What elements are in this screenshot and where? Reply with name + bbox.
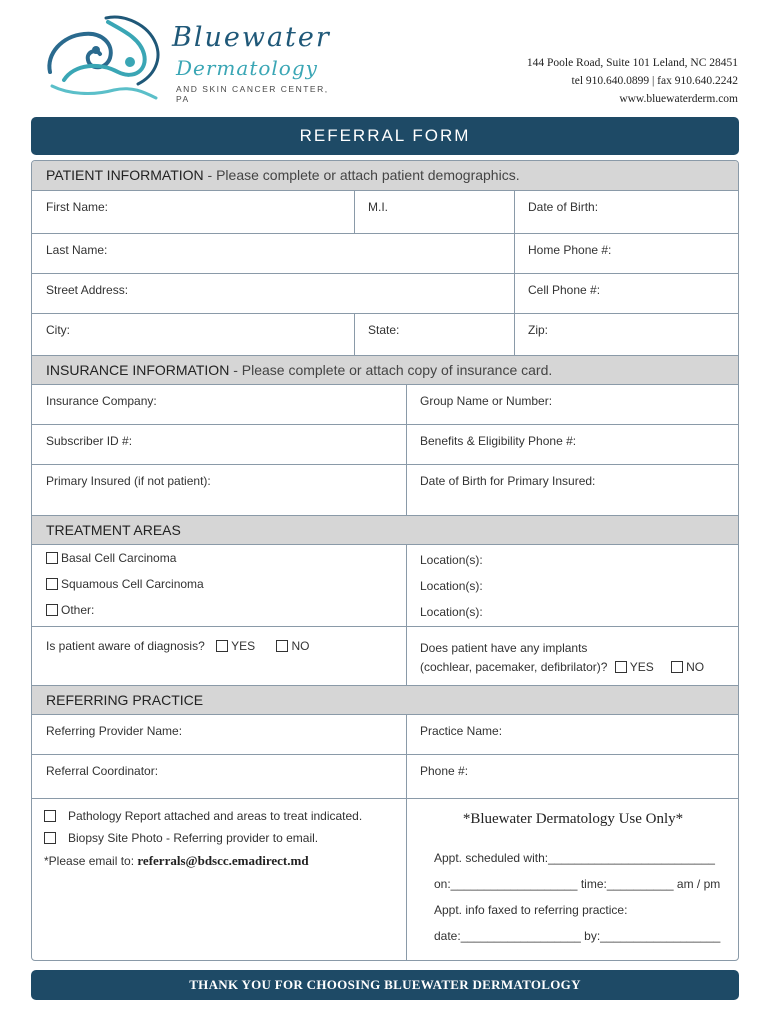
aware-no-checkbox[interactable] [276, 640, 288, 652]
basal-location-field[interactable]: Location(s): [420, 553, 483, 567]
attachments-row [32, 799, 738, 961]
footer-thank-you: THANK YOU FOR CHOOSING BLUEWATER DERMATOLOGY [31, 970, 739, 1000]
insurance-row-1 [32, 385, 738, 425]
other-label: Other: [61, 603, 95, 617]
implants-question [406, 627, 739, 685]
diagnosis-question: Is patient aware of diagnosis? [46, 639, 205, 653]
section-patient-info [32, 161, 738, 191]
appt-faxed-label: Appt. info faxed to referring practice: [434, 903, 628, 917]
logo-subtitle: Dermatology [176, 56, 318, 80]
section-title: TREATMENT AREAS [46, 522, 181, 538]
aware-yes-label: YES [231, 639, 256, 653]
patient-row-4 [32, 314, 738, 355]
zip-field[interactable]: Zip: [528, 323, 549, 337]
pathology-option[interactable] [44, 809, 362, 823]
other-checkbox[interactable] [46, 604, 58, 616]
faxed-date-by-field[interactable]: date:__________________ by:__________________ [434, 929, 721, 943]
biopsy-label: Biopsy Site Photo - Referring provider to email. [68, 831, 319, 845]
squamous-location-field[interactable]: Location(s): [420, 579, 483, 593]
office-use-title: *Bluewater Dermatology Use Only* [462, 811, 684, 827]
email-address[interactable]: referrals@bdscc.emadirect.md [137, 853, 309, 868]
middle-initial-field[interactable]: M.I. [368, 200, 388, 214]
referral-form [31, 160, 739, 961]
diagnosis-row [32, 627, 738, 685]
city-field[interactable]: City: [46, 323, 70, 337]
section-title: PATIENT INFORMATION [46, 167, 204, 183]
other-option[interactable] [32, 597, 406, 626]
squamous-cell-option[interactable] [32, 571, 406, 597]
phone-field[interactable]: Phone #: [420, 764, 469, 778]
group-number-field[interactable]: Group Name or Number: [420, 394, 553, 408]
practice-address [527, 54, 738, 108]
patient-row-2 [32, 234, 738, 274]
treatment-row-squamous [32, 571, 738, 597]
primary-insured-dob-field[interactable]: Date of Birth for Primary Insured: [420, 474, 596, 488]
patient-row-3 [32, 274, 738, 314]
street-address-field[interactable]: Street Address: [46, 283, 129, 297]
referring-provider-field[interactable]: Referring Provider Name: [46, 724, 183, 738]
treatment-row-basal [32, 545, 738, 571]
logo-name: Bluewater [172, 22, 331, 53]
implants-no-checkbox[interactable] [671, 661, 683, 673]
basal-cell-option[interactable] [32, 545, 406, 571]
implants-yes-checkbox[interactable] [615, 661, 627, 673]
company-logo [44, 14, 344, 104]
state-field[interactable]: State: [368, 323, 400, 337]
section-insurance-info [32, 355, 738, 385]
primary-insured-field[interactable]: Primary Insured (if not patient): [46, 474, 211, 488]
first-name-field[interactable]: First Name: [46, 200, 109, 214]
subscriber-id-field[interactable]: Subscriber ID #: [46, 434, 133, 448]
section-title: INSURANCE INFORMATION [46, 362, 230, 378]
section-note: - Please complete or attach copy of insurance card. [229, 362, 553, 378]
contact-line: tel 910.640.0899 | fax 910.640.2242 [571, 75, 738, 87]
section-treatment-areas [32, 515, 738, 545]
appt-scheduled-field[interactable]: Appt. scheduled with:_________________________ [434, 851, 715, 865]
referral-coordinator-field[interactable]: Referral Coordinator: [46, 764, 159, 778]
basal-cell-label: Basal Cell Carcinoma [61, 551, 177, 565]
insurance-row-2 [32, 425, 738, 465]
section-referring-practice [32, 685, 738, 715]
section-note: - Please complete or attach patient demographics. [203, 167, 520, 183]
diagnosis-awareness [32, 627, 406, 685]
implants-yes-label: YES [629, 660, 654, 674]
referring-row-1 [32, 715, 738, 755]
referring-row-2 [32, 755, 738, 799]
basal-cell-checkbox[interactable] [46, 552, 58, 564]
website-link[interactable]: www.bluewaterderm.com [619, 93, 738, 105]
implants-no-label: NO [686, 660, 705, 674]
cell-phone-field[interactable]: Cell Phone #: [528, 283, 601, 297]
insurance-row-3 [32, 465, 738, 515]
address-line: 144 Poole Road, Suite 101 Leland, NC 28451 [526, 57, 738, 69]
form-title: REFERRAL FORM [31, 117, 739, 155]
appt-date-time-field[interactable]: on:___________________ time:__________ am / pm [434, 877, 721, 891]
section-title: REFERRING PRACTICE [46, 692, 204, 708]
implants-question-line2: (cochlear, pacemaker, defibrilator)? [420, 660, 608, 674]
pathology-checkbox[interactable] [44, 810, 56, 822]
biopsy-checkbox[interactable] [44, 832, 56, 844]
home-phone-field[interactable]: Home Phone #: [528, 243, 612, 257]
logo-tagline: AND SKIN CANCER CENTER, PA [176, 84, 329, 104]
squamous-cell-checkbox[interactable] [46, 578, 58, 590]
insurance-company-field[interactable]: Insurance Company: [46, 394, 157, 408]
practice-name-field[interactable]: Practice Name: [420, 724, 503, 738]
treatment-row-other [32, 597, 738, 627]
aware-no-label: NO [291, 639, 310, 653]
email-instruction [44, 853, 309, 869]
patient-row-1 [32, 191, 738, 234]
aware-yes-checkbox[interactable] [216, 640, 228, 652]
squamous-cell-label: Squamous Cell Carcinoma [61, 577, 204, 591]
other-location-field[interactable]: Location(s): [420, 605, 483, 619]
date-of-birth-field[interactable]: Date of Birth: [528, 200, 599, 214]
biopsy-option[interactable] [44, 831, 318, 845]
email-label: *Please email to: [44, 854, 138, 868]
wave-logo-icon [44, 14, 174, 100]
pathology-label: Pathology Report attached and areas to treat indicated. [68, 809, 363, 823]
last-name-field[interactable]: Last Name: [46, 243, 108, 257]
benefits-phone-field[interactable]: Benefits & Eligibility Phone #: [420, 434, 577, 448]
implants-question-line1: Does patient have any implants [420, 641, 588, 655]
